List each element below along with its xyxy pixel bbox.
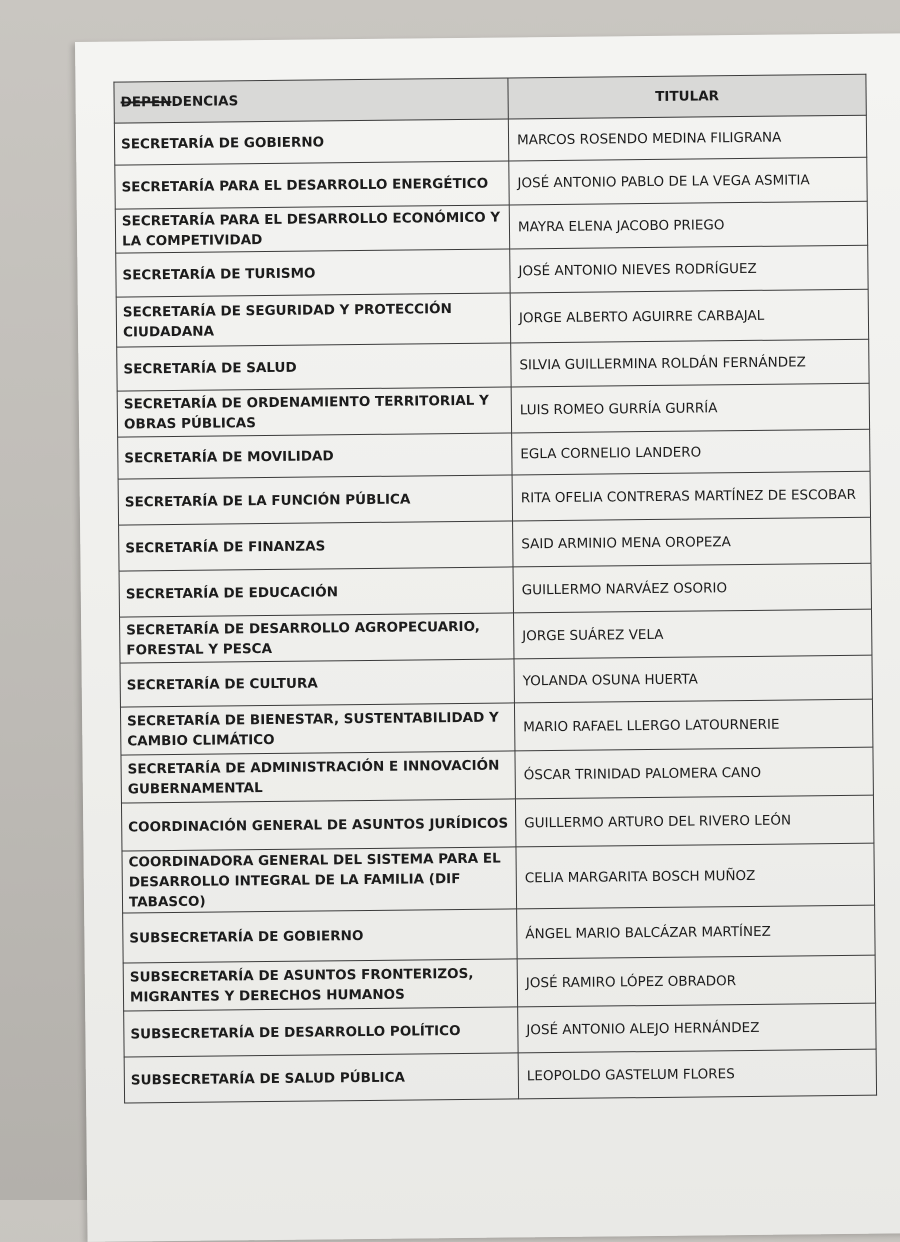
- titular-cell: JOSÉ ANTONIO PABLO DE LA VEGA ASMITIA: [509, 157, 867, 205]
- dependencia-cell: SECRETARÍA DE BIENESTAR, SUSTENTABILIDAD Y CAMBIO CLIMÁTICO: [120, 703, 514, 755]
- titular-cell: JORGE ALBERTO AGUIRRE CARBAJAL: [510, 289, 869, 343]
- titular-cell: JOSÉ RAMIRO LÓPEZ OBRADOR: [517, 955, 875, 1007]
- titular-cell: SAID ARMINIO MENA OROPEZA: [513, 517, 871, 567]
- dependencia-cell: SECRETARÍA DE CULTURA: [120, 659, 514, 707]
- titular-cell: GUILLERMO NARVÁEZ OSORIO: [513, 563, 871, 613]
- header-dependencias-struck: DEPEN: [120, 93, 172, 111]
- header-dependencias: [114, 78, 508, 123]
- table-row: [115, 201, 867, 253]
- titular-cell: CELIA MARGARITA BOSCH MUÑOZ: [516, 843, 875, 909]
- titular-cell: RITA OFELIA CONTRERAS MARTÍNEZ DE ESCOBAR: [512, 471, 870, 521]
- dependencia-cell: SECRETARÍA DE DESARROLLO AGROPECUARIO, FORESTAL Y PESCA: [120, 613, 514, 663]
- header-titular: TITULAR: [508, 74, 866, 119]
- table-row: [123, 905, 875, 963]
- table-row: [117, 383, 869, 437]
- table-row: [120, 699, 872, 755]
- paper-sheet: [75, 33, 900, 1242]
- table-row: [120, 609, 872, 663]
- table-row: [119, 517, 871, 571]
- dependencia-cell: COORDINADORA GENERAL DEL SISTEMA PARA EL DESARROLLO INTEGRAL DE LA FAMILIA (DIF TABASCO): [122, 847, 517, 913]
- table-row: [122, 843, 875, 913]
- table-row: [118, 471, 870, 525]
- titular-cell: MAYRA ELENA JACOBO PRIEGO: [509, 201, 867, 249]
- table-row: [117, 339, 869, 391]
- dependencia-cell: SECRETARÍA DE TURISMO: [116, 249, 510, 297]
- titular-cell: JOSÉ ANTONIO ALEJO HERNÁNDEZ: [518, 1003, 876, 1053]
- dependencia-cell: SECRETARÍA PARA EL DESARROLLO ECONÓMICO Y LA COMPETIVIDAD: [115, 205, 509, 253]
- titular-cell: MARIO RAFAEL LLERGO LATOURNERIE: [514, 699, 872, 751]
- dependencia-cell: SECRETARÍA PARA EL DESARROLLO ENERGÉTICO: [115, 161, 509, 209]
- table-row: [115, 157, 867, 209]
- titular-cell: LEOPOLDO GASTELUM FLORES: [518, 1049, 876, 1099]
- dependencia-cell: SECRETARÍA DE MOVILIDAD: [118, 433, 512, 479]
- titular-cell: MARCOS ROSENDO MEDINA FILIGRANA: [508, 115, 866, 161]
- table-row: [121, 795, 873, 851]
- table-row: [116, 245, 868, 297]
- header-dependencias-rest: DENCIAS: [171, 93, 239, 110]
- table-row: [121, 747, 873, 803]
- titular-cell: EGLA CORNELIO LANDERO: [512, 429, 870, 475]
- dependencia-cell: SECRETARÍA DE SALUD: [117, 343, 511, 391]
- officials-table: [113, 74, 877, 1104]
- table-row: [124, 1003, 876, 1057]
- table-row: [123, 955, 875, 1011]
- titular-cell: YOLANDA OSUNA HUERTA: [514, 655, 872, 703]
- table-row: [116, 289, 868, 347]
- dependencia-cell: SUBSECRETARÍA DE GOBIERNO: [123, 909, 518, 963]
- dependencia-cell: SUBSECRETARÍA DE SALUD PÚBLICA: [124, 1053, 518, 1103]
- titular-cell: LUIS ROMEO GURRÍA GURRÍA: [511, 383, 869, 433]
- dependencia-cell: SECRETARÍA DE LA FUNCIÓN PÚBLICA: [118, 475, 512, 525]
- dependencia-cell: SECRETARÍA DE ADMINISTRACIÓN E INNOVACIÓN GUBERNAMENTAL: [121, 751, 515, 803]
- titular-cell: JOSÉ ANTONIO NIEVES RODRÍGUEZ: [510, 245, 868, 293]
- titular-cell: GUILLERMO ARTURO DEL RIVERO LEÓN: [515, 795, 873, 847]
- titular-cell: ÓSCAR TRINIDAD PALOMERA CANO: [515, 747, 873, 799]
- titular-cell: ÁNGEL MARIO BALCÁZAR MARTÍNEZ: [517, 905, 876, 959]
- dependencia-cell: COORDINACIÓN GENERAL DE ASUNTOS JURÍDICOS: [121, 799, 515, 851]
- table-row: [119, 563, 871, 617]
- dependencia-cell: SUBSECRETARÍA DE ASUNTOS FRONTERIZOS, MIGRANTES Y DERECHOS HUMANOS: [123, 959, 517, 1011]
- dependencia-cell: SECRETARÍA DE FINANZAS: [119, 521, 513, 571]
- dependencia-cell: SUBSECRETARÍA DE DESARROLLO POLÍTICO: [124, 1007, 518, 1057]
- dependencia-cell: SECRETARÍA DE EDUCACIÓN: [119, 567, 513, 617]
- dependencia-cell: SECRETARÍA DE GOBIERNO: [114, 119, 508, 165]
- titular-cell: JORGE SUÁREZ VELA: [514, 609, 872, 659]
- dependencia-cell: SECRETARÍA DE ORDENAMIENTO TERRITORIAL Y OBRAS PÚBLICAS: [117, 387, 511, 437]
- titular-cell: SILVIA GUILLERMINA ROLDÁN FERNÁNDEZ: [511, 339, 869, 387]
- dependencia-cell: SECRETARÍA DE SEGURIDAD Y PROTECCIÓN CIUDADANA: [116, 293, 511, 347]
- table-row: [120, 655, 872, 707]
- table-row: [124, 1049, 876, 1103]
